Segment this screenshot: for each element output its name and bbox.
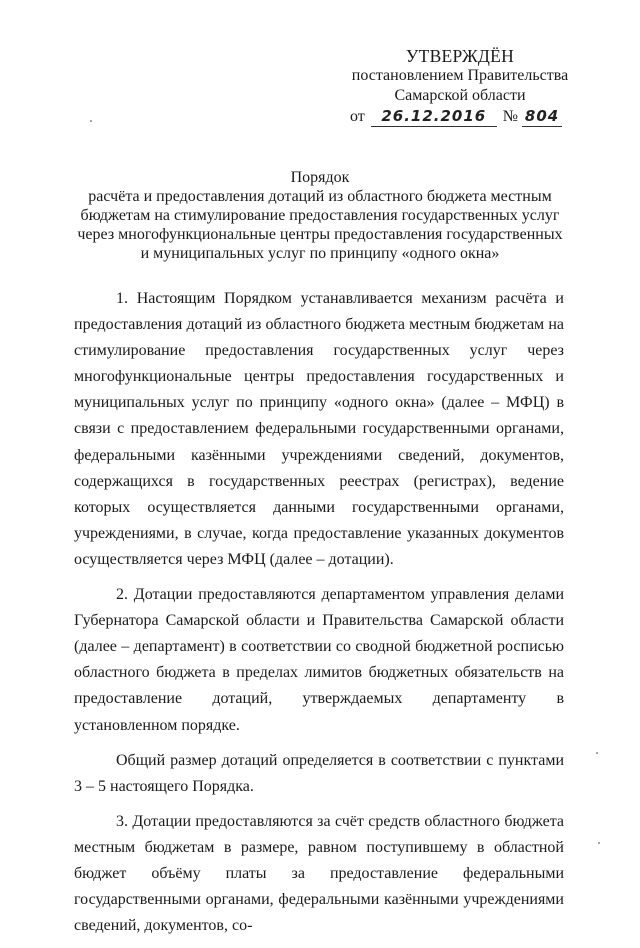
approval-date-number-line <box>350 106 580 127</box>
title-line-4: и муниципальных услуг по принципу «одного окна» <box>140 245 500 262</box>
title-line-1: расчёта и предоставления дотаций из областного бюджета местным <box>88 188 552 205</box>
scan-speck <box>90 120 92 122</box>
document-title <box>60 168 580 263</box>
approved-heading: УТВЕРЖДЁН <box>405 46 515 66</box>
number-label: № <box>502 108 519 125</box>
approval-line-1: постановлением Правительства <box>351 67 569 84</box>
paragraph-3: Общий размер дотаций определяется в соответствии с пунктами 3 – 5 настоящего Порядка. <box>74 751 564 795</box>
document-body <box>74 286 564 948</box>
title-line-2: бюджетам на стимулирование предоставления государственных услуг <box>80 207 560 224</box>
title-heading: Порядок <box>290 169 350 186</box>
approval-number: 804 <box>522 106 562 127</box>
approval-date: 26.12.2016 <box>371 106 497 127</box>
approval-line-2: Самарской области <box>394 87 526 104</box>
scan-speck <box>596 752 598 754</box>
paragraph-1: 1. Настоящим Порядком устанавливается механизм расчёта и предоставления дотаций из областного бюджета местным бюджетам на стимулирование предоставления государственных услуг через многофункциональные центры предоставления государственных и муниципальных услуг по принципу «одного окна» (далее – МФЦ) в связи с предоставлением федеральными государственными органами, федеральными казёнными учреждениями сведений, документов, содержащихся в государственных реестрах (регистрах), ведение которых осуществляется данными государственными органами, учреждениями, в случае, когда предоставление указанных документов осуществляется через МФЦ (далее – дотации). <box>74 290 564 568</box>
scan-speck <box>598 842 600 844</box>
title-line-3: через многофункциональные центры предоставления государственных <box>77 226 563 243</box>
from-label: от <box>350 108 365 125</box>
paragraph-2: 2. Дотации предоставляются департаментом управления делами Губернатора Самарской области и Правительства Самарской области (далее – департамент) в соответствии со сводной бюджетной росписью областного бюджета в пределах лимитов бюджетных обязательств на предоставление дотаций, утверждаемых департаменту в установленном порядке. <box>74 586 564 734</box>
approval-stamp-block <box>340 46 580 127</box>
paragraph-4: 3. Дотации предоставляются за счёт средств областного бюджета местным бюджетам в размере, равном поступившему в областной бюджет объёму платы за предоставление федеральными государственными органами, федеральными казёнными учреждениями сведений, документов, со- <box>74 812 564 935</box>
